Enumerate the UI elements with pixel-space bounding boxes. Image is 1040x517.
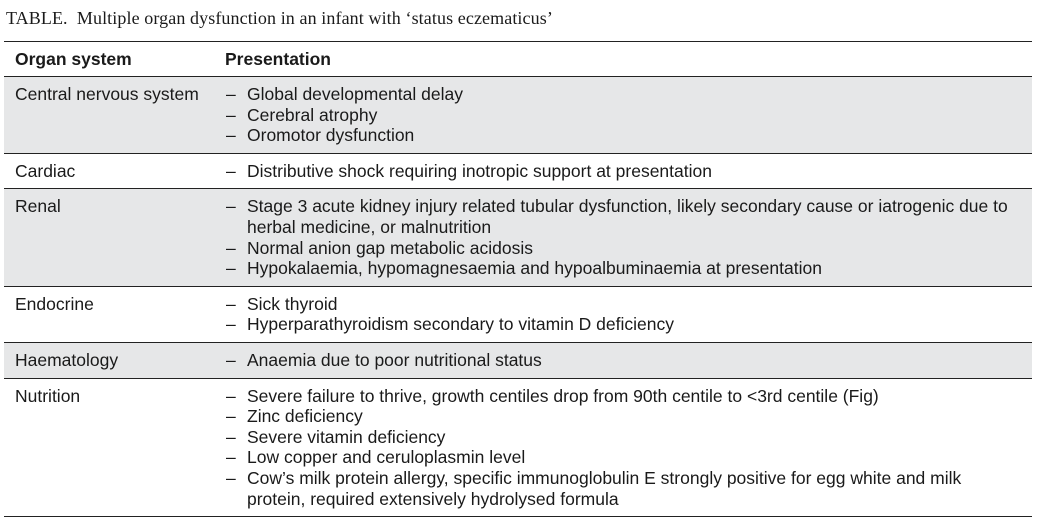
presentation-cell <box>225 189 1032 285</box>
presentation-item-text: Cow’s milk protein allergy, specific immunoglobulin E strongly positive for egg white and milk protein, required extensively hydrolysed formula <box>247 467 962 509</box>
bullet-dash: – <box>226 237 236 258</box>
list-item <box>225 350 1022 371</box>
organ-system-cell: Cardiac <box>15 160 76 181</box>
bullet-dash: – <box>226 160 236 181</box>
presentation-item-text: Stage 3 acute kidney injury related tubular dysfunction, likely secondary cause or iatrogenic due to herbal medicine, or malnutrition <box>247 196 1008 237</box>
table-row <box>4 189 1032 286</box>
list-item <box>225 314 1022 335</box>
presentation-item-text: Severe failure to thrive, growth centiles drop from 90th centile to <3rd centile (Fig) <box>247 385 879 406</box>
presentation-item-text: Distributive shock requiring inotropic support at presentation <box>247 160 712 181</box>
bullet-dash: – <box>226 196 236 217</box>
presentation-item-text: Low copper and ceruloplasmin level <box>247 447 526 468</box>
presentation-item-text: Hypokalaemia, hypomagnesaemia and hypoalbuminaemia at presentation <box>247 258 822 279</box>
list-item <box>225 258 1022 279</box>
table-row <box>4 77 1032 154</box>
organ-dysfunction-table <box>4 41 1032 517</box>
organ-system-cell: Haematology <box>15 349 119 370</box>
list-item <box>225 84 1022 105</box>
presentation-cell <box>225 154 1032 189</box>
presentation-item-text: Cerebral atrophy <box>247 104 378 125</box>
list-item <box>225 406 1022 427</box>
header-organ-system: Organ system <box>15 48 132 69</box>
organ-system-cell: Central nervous system <box>15 84 199 104</box>
bullet-dash: – <box>226 467 236 488</box>
list-item <box>225 447 1022 468</box>
presentation-cell <box>225 77 1032 153</box>
caption-text: Multiple organ dysfunction in an infant with ‘status eczematicus’ <box>76 8 553 28</box>
list-item <box>225 294 1022 315</box>
presentation-cell <box>225 343 1032 378</box>
caption-label: TABLE. <box>6 8 68 28</box>
presentation-item-text: Oromotor dysfunction <box>247 125 415 146</box>
presentation-item-text: Global developmental delay <box>247 84 463 104</box>
bullet-dash: – <box>226 258 236 279</box>
list-item <box>225 125 1022 146</box>
bullet-dash: – <box>226 125 236 146</box>
list-item <box>225 196 1022 237</box>
presentation-item-text: Zinc deficiency <box>247 406 363 427</box>
bullet-dash: – <box>226 349 236 370</box>
table-row <box>4 343 1032 379</box>
table-body <box>4 77 1032 516</box>
presentation-item-text: Anaemia due to poor nutritional status <box>247 349 542 370</box>
bullet-dash: – <box>226 406 236 427</box>
presentation-item-text: Sick thyroid <box>247 293 338 314</box>
list-item <box>225 468 1022 509</box>
organ-system-cell: Endocrine <box>15 293 94 314</box>
bullet-dash: – <box>226 84 236 104</box>
presentation-item-text: Hyperparathyroidism secondary to vitamin D deficiency <box>247 314 674 335</box>
presentation-cell <box>225 379 1032 517</box>
bullet-dash: – <box>226 104 236 125</box>
list-item <box>225 238 1022 259</box>
header-presentation: Presentation <box>225 48 331 69</box>
list-item <box>225 427 1022 448</box>
bullet-dash: – <box>226 426 236 447</box>
organ-system-cell: Renal <box>15 196 61 217</box>
list-item <box>225 161 1022 182</box>
organ-system-cell: Nutrition <box>15 385 81 406</box>
bullet-dash: – <box>226 293 236 314</box>
presentation-item-text: Severe vitamin deficiency <box>247 426 446 447</box>
presentation-cell <box>225 287 1032 342</box>
list-item <box>225 386 1022 407</box>
presentation-item-text: Normal anion gap metabolic acidosis <box>247 237 533 258</box>
table-row <box>4 154 1032 190</box>
table-caption <box>6 8 553 29</box>
bullet-dash: – <box>226 385 236 406</box>
bullet-dash: – <box>226 447 236 468</box>
list-item <box>225 105 1022 126</box>
bullet-dash: – <box>226 314 236 335</box>
table-row <box>4 379 1032 517</box>
table-header <box>4 42 1032 77</box>
table-row <box>4 287 1032 343</box>
